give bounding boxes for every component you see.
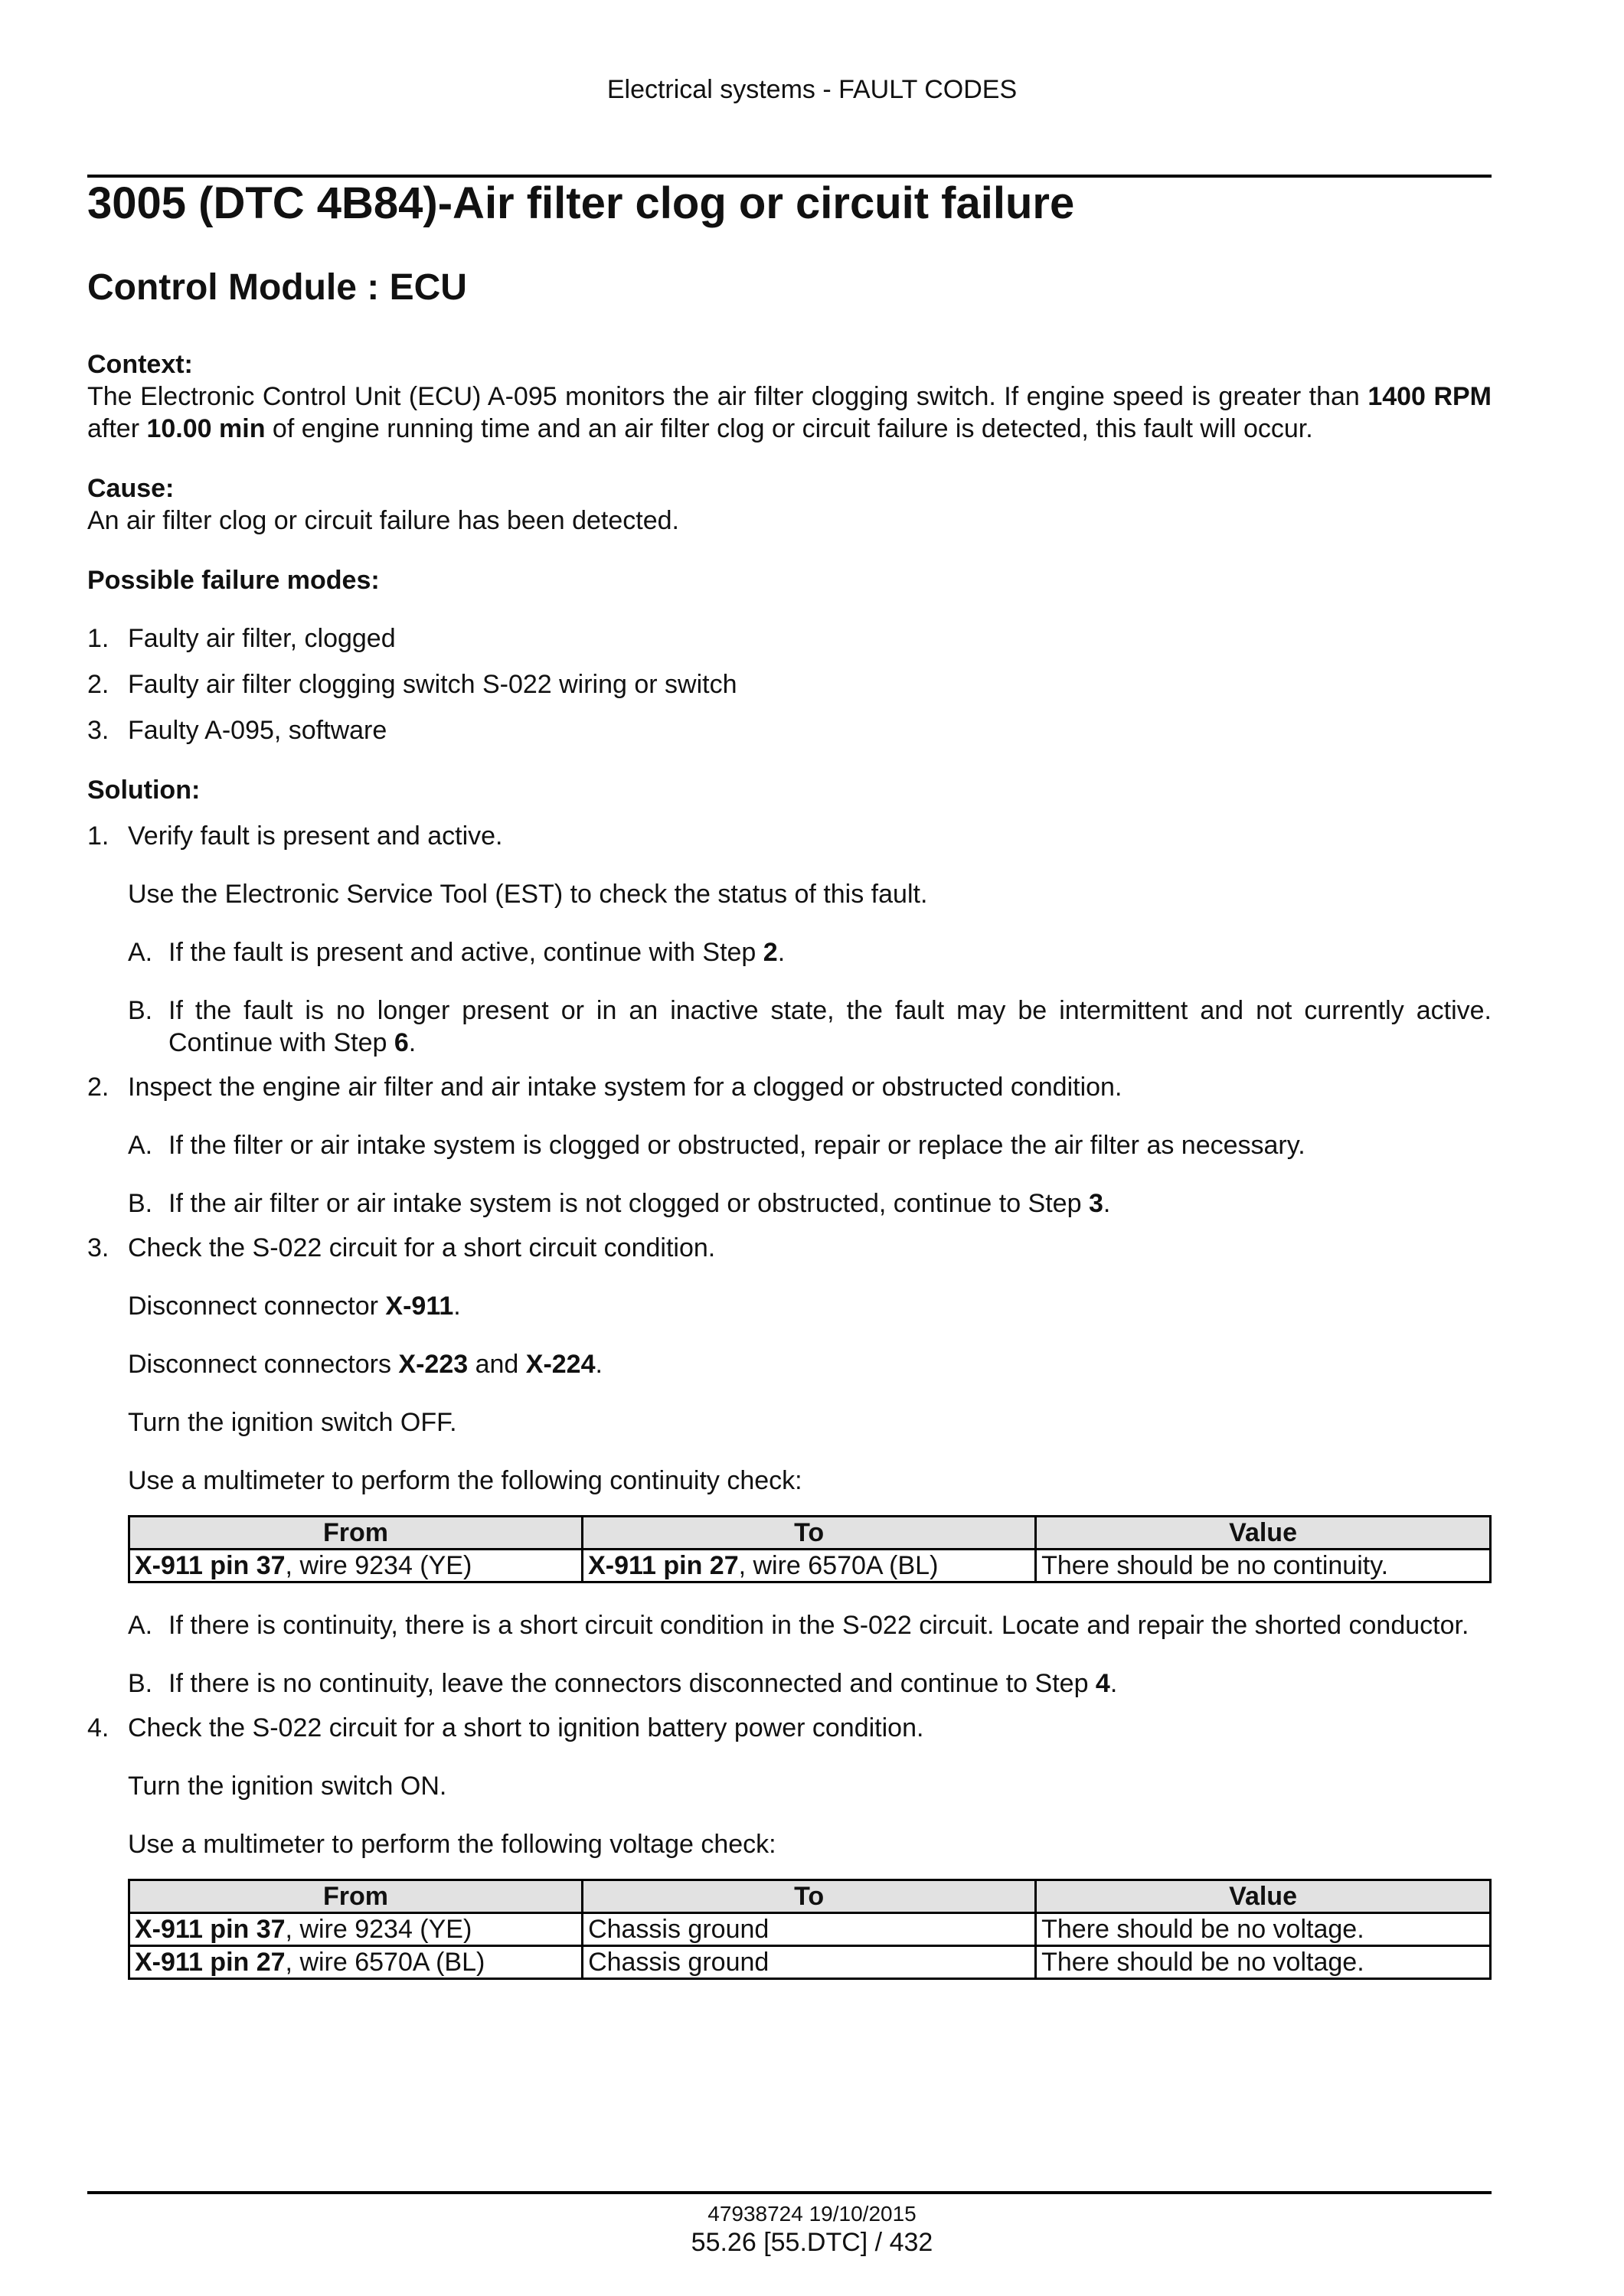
table-header: From — [129, 1517, 583, 1550]
list-item: 2. Faulty air filter clogging switch S-022 wiring or switch — [87, 670, 737, 699]
table-header: Value — [1036, 1517, 1491, 1550]
failure-modes-heading: Possible failure modes: — [87, 566, 380, 595]
footer-doc-id: 47938724 19/10/2015 — [707, 2202, 917, 2226]
footer-rule — [87, 2191, 1492, 2194]
control-module-heading: Control Module : ECU — [87, 267, 467, 308]
solution-step-3: 3. Check the S-022 circuit for a short circuit condition. Disconnect connector X-911. Disconnect connectors X-223 and X-224. Turn the ignition switch OFF. Use a multimeter to perform the following continuity check: From To Value X-911 pin 37, wire 9234 (YE) X-911 pin 27, wire 6570A (BL) There should be no continuity. A. If there is continuity, there is a short circuit condition in the S-022 circuit. Locate and repair the shorted conductor. B. If there is no continuity, leave the connectors disconnected and continue to Step 4. — [87, 1232, 1492, 1700]
list-item: 1. Faulty air filter, clogged — [87, 624, 396, 653]
table-row: X-911 pin 37, wire 9234 (YE) Chassis ground There should be no voltage. — [129, 1913, 1491, 1946]
running-head: Electrical systems - FAULT CODES — [606, 75, 1018, 104]
table-row: X-911 pin 37, wire 9234 (YE) X-911 pin 27, wire 6570A (BL) There should be no continuity. — [129, 1550, 1491, 1582]
context-section — [87, 348, 1492, 445]
footer-page-number: 55.26 [55.DTC] / 432 — [691, 2228, 933, 2257]
solution-step-2: 2. Inspect the engine air filter and air intake system for a clogged or obstructed condition. A. If the filter or air intake system is clogged or obstructed, repair or replace the air filter as necessary. B. If the air filter or air intake system is not clogged or obstructed, continue to Step 3. — [87, 1073, 1305, 1218]
context-text: The Electronic Control Unit (ECU) A-095 monitors the air filter clogging switch. If engine speed is greater than 1400 RPM after 10.00 min of engine running time and an air filter clog or circuit failure is detected, this fault will occur. — [87, 382, 1492, 443]
solution-heading: Solution: — [87, 776, 201, 805]
continuity-check-table — [128, 1515, 1492, 1583]
solution-step-4: 4. Check the S-022 circuit for a short to ignition battery power condition. Turn the ignition switch ON. Use a multimeter to perform the following voltage check: From To Value X-911 pin 37, wire 9234 (YE) Chassis ground There should be no voltage. X-911 pin 27, wire 6570A (BL) Chassis ground There should be no voltage. — [87, 1712, 1492, 1980]
solution-step-1: 1. Verify fault is present and active. Use the Electronic Service Tool (EST) to check the status of this fault. A. If the fault is present and active, continue with Step 2. B. If the fault is no longer present or in an inactive state, the fault may be intermittent and not currently active. Continue with Step 6. — [87, 821, 1492, 1057]
failure-modes-list — [87, 622, 1492, 746]
table-header: To — [583, 1880, 1036, 1913]
page-title: 3005 (DTC 4B84)-Air filter clog or circuit failure — [87, 178, 1075, 228]
list-item: 3. Faulty A-095, software — [87, 716, 387, 745]
cause-heading: Cause: — [87, 474, 175, 503]
table-header: To — [583, 1517, 1036, 1550]
failure-modes-section — [87, 564, 1492, 746]
solution-section — [87, 774, 1492, 1980]
cause-text: An air filter clog or circuit failure has been detected. — [87, 506, 679, 535]
context-heading: Context: — [87, 350, 193, 379]
table-header: From — [129, 1880, 583, 1913]
cause-section — [87, 472, 1492, 537]
table-row: X-911 pin 27, wire 6570A (BL) Chassis ground There should be no voltage. — [129, 1946, 1491, 1979]
table-header: Value — [1036, 1880, 1491, 1913]
document-body — [87, 348, 1492, 1980]
voltage-check-table — [128, 1879, 1492, 1980]
